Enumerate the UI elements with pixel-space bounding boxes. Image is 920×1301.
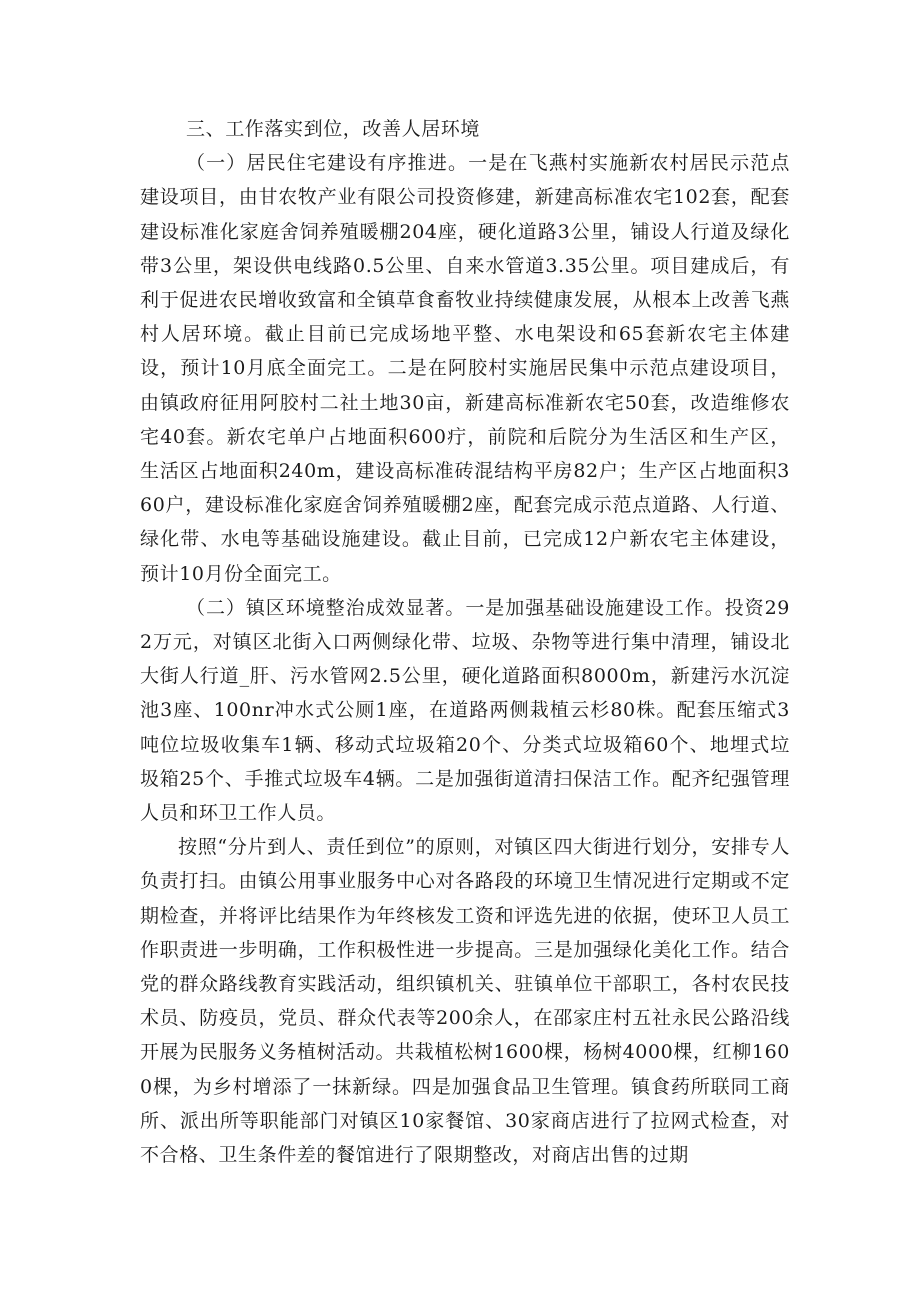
section-heading: 三、工作落实到位，改善人居环境 [186, 118, 481, 140]
document-body [140, 112, 790, 1172]
paragraph-sanitation-greening: 按照“分片到人、责任到位”的原则，对镇区四大街进行划分，安排专人负责打扫。由镇公用事业服务中心对各路段的环境卫生情况进行定期或不定期检查，并将评比结果作为年终核发工资和评选先进的依据，使环卫人员工作职责进一步明确，工作积极性进一步提高。三是加强绿化美化工作。结合党的群众路线教育实践活动，组织镇机关、驻镇单位干部职工，各村农民技术员、防疫员，党员、群众代表等200余人，在邵家庄村五社永民公路沿线开展为民服务义务植树活动。共栽植松树1600棵，杨树4000棵，红柳1600棵，为乡村增添了一抹新绿。四是加强食品卫生管理。镇食药所联同工商所、派出所等职能部门对镇区10家餐馆、30家商店进行了拉网式检查，对不合格、卫生条件差的餐馆进行了限期整改，对商店出售的过期 [140, 836, 790, 1167]
paragraph-residential-construction: （一）居民住宅建设有序推进。一是在飞燕村实施新农村居民示范点建设项目，由甘农牧产业有限公司投资修建，新建高标准农宅102套，配套建设标准化家庭舍饲养殖暖棚204座，硬化道路3公里，铺设人行道及绿化带3公里，架设供电线路0.5公里、自来水管道3.35公里。项目建成后，有利于促进农民增收致富和全镇草食畜牧业持续健康发展，从根本上改善飞燕村人居环境。截止目前已完成场地平整、水电架设和65套新农宅主体建设，预计10月底全面完工。二是在阿胶村实施居民集中示范点建设项目，由镇政府征用阿胶村二社土地30亩，新建高标准新农宅50套，改造维修农宅40套。新农宅单户占地面积600疔，前院和后院分为生活区和生产区，生活区占地面积240m，建设高标准砖混结构平房82户；生产区占地面积360户，建设标准化家庭舍饲养殖暖棚2座，配套完成示范点道路、人行道、绿化带、水电等基础设施建设。截止目前，已完成12户新农宅主体建设，预计10月份全面完工。 [140, 152, 790, 585]
paragraph-town-environment: （二）镇区环境整治成效显著。一是加强基础设施建设工作。投资292万元，对镇区北街入口两侧绿化带、垃圾、杂物等进行集中清理，铺设北大街人行道_肝、污水管网2.5公里，硬化道路面积8000m，新建污水沉淀池3座、100nr冲水式公厕1座，在道路两侧栽植云杉80株。配套压缩式3吨位垃圾收集车1辆、移动式垃圾箱20个、分类式垃圾箱60个、地埋式垃圾箱25个、手推式垃圾车4辆。二是加强街道清扫保洁工作。配齐纪强管理人员和环卫工作人员。 [140, 596, 790, 825]
